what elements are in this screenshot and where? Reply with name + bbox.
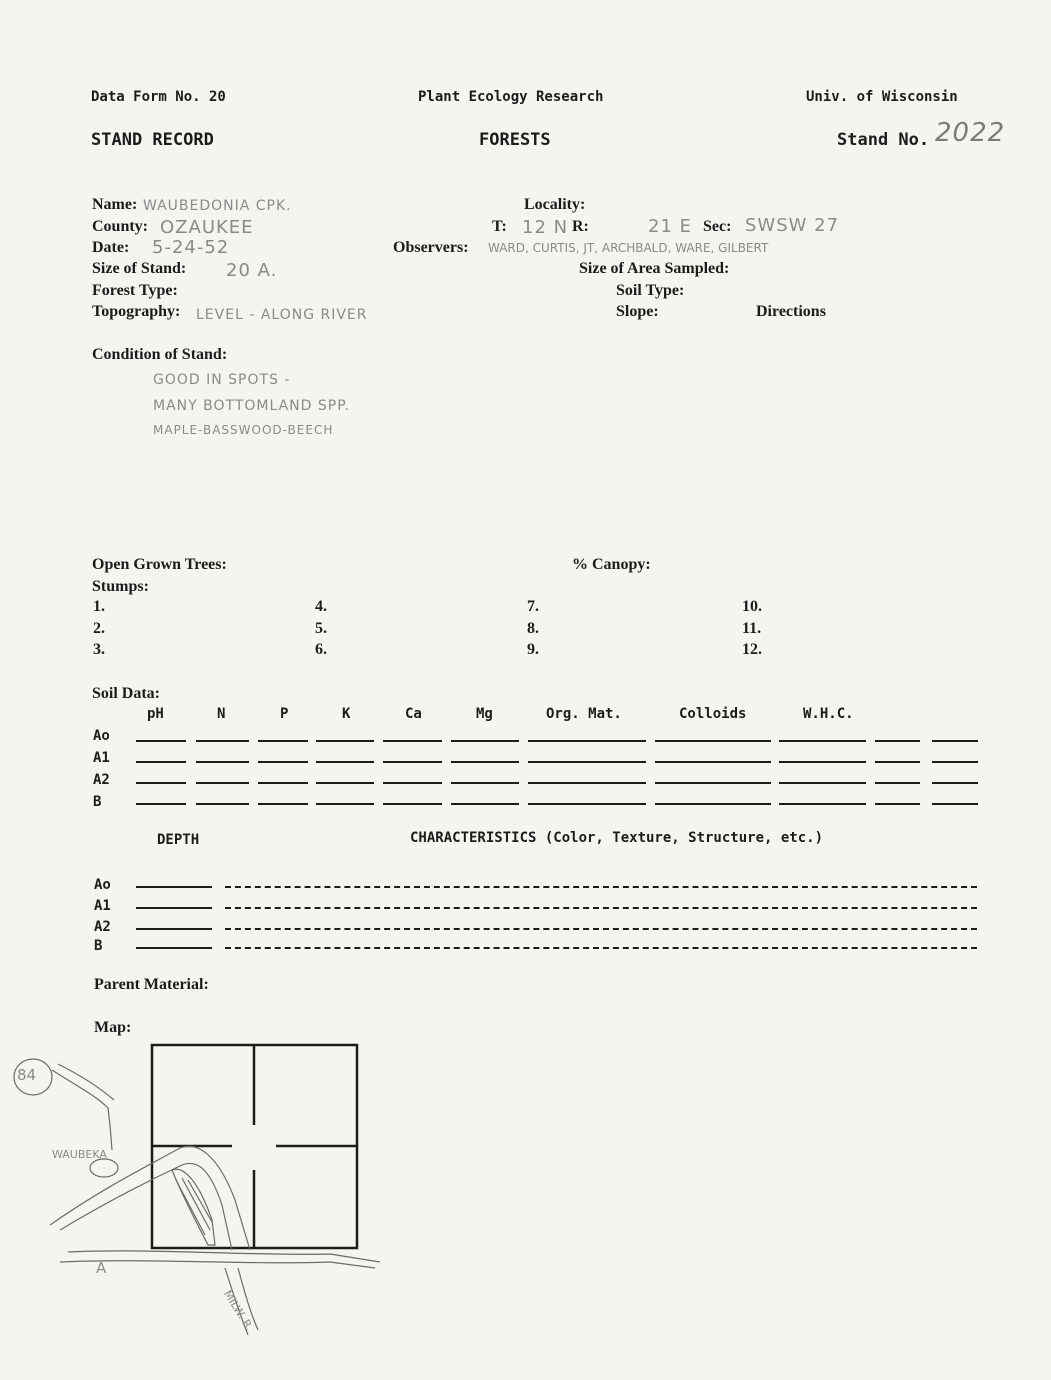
size-label: Size of Stand:	[92, 260, 187, 277]
condition-line: GOOD IN SPOTS -	[153, 372, 291, 388]
soil-type-label: Soil Type:	[616, 282, 685, 299]
depth-row-label: A1	[94, 898, 111, 914]
slope-label: Slope:	[616, 303, 659, 320]
parent-material-label: Parent Material:	[94, 976, 209, 993]
township-label: T:	[492, 218, 507, 235]
depth-row-label: B	[94, 938, 103, 954]
soil-row-label: Ao	[93, 728, 110, 744]
topography-value: LEVEL - ALONG RIVER	[196, 307, 368, 323]
river-label: MILW. R.	[220, 1288, 256, 1334]
county-label: County:	[92, 218, 149, 235]
soil-column-header: P	[280, 706, 289, 722]
date-label: Date:	[92, 239, 130, 256]
soil-column-header: W.H.C.	[803, 706, 854, 722]
size-value: 20 A.	[226, 260, 278, 281]
township-value: 12 N	[522, 217, 569, 238]
county-value: OZAUKEE	[160, 217, 254, 238]
stump-number: 1.	[93, 598, 105, 615]
stump-number: 8.	[527, 620, 539, 637]
town-label: WAUBEKA	[52, 1148, 107, 1161]
soil-column-header: K	[342, 706, 351, 722]
range-label: R:	[572, 218, 589, 235]
department-title: Plant Ecology Research	[418, 89, 604, 105]
soil-row-label: B	[93, 794, 102, 810]
form-number: Data Form No. 20	[91, 89, 226, 105]
section-value: SWSW 27	[745, 215, 840, 236]
soil-column-header: pH	[147, 706, 164, 722]
condition-label: Condition of Stand:	[92, 346, 228, 363]
stand-number-label: Stand No.	[837, 130, 930, 150]
open-grown-trees-label: Open Grown Trees:	[92, 556, 227, 573]
stump-number: 7.	[527, 598, 539, 615]
stump-number: 10.	[742, 598, 762, 615]
depth-row-label: Ao	[94, 877, 111, 893]
name-label: Name:	[92, 196, 138, 213]
observers-value: WARD, CURTIS, JT, ARCHBALD, WARE, GILBERT	[488, 241, 769, 255]
stump-number: 12.	[742, 641, 762, 658]
soil-data-label: Soil Data:	[92, 685, 160, 702]
observers-label: Observers:	[393, 239, 469, 256]
stump-number: 4.	[315, 598, 327, 615]
stump-number: 11.	[742, 620, 762, 637]
stand-number-value: 2022	[935, 118, 1006, 148]
condition-line: MAPLE-BASSWOOD-BEECH	[153, 423, 334, 437]
soil-column-header: Org. Mat.	[546, 706, 622, 722]
range-value: 21 E	[648, 216, 692, 237]
area-sampled-label: Size of Area Sampled:	[579, 260, 730, 277]
soil-column-header: Mg	[476, 706, 493, 722]
characteristics-label: CHARACTERISTICS (Color, Texture, Structure, etc.)	[410, 830, 824, 846]
record-title: STAND RECORD	[91, 130, 214, 150]
soil-column-header: N	[217, 706, 226, 722]
stump-number: 3.	[93, 641, 105, 658]
name-value: WAUBEDONIA CPK.	[143, 198, 292, 214]
stump-number: 5.	[315, 620, 327, 637]
soil-row-label: A2	[93, 772, 110, 788]
soil-column-header: Colloids	[679, 706, 747, 722]
date-value: 5-24-52	[152, 237, 230, 258]
canopy-label: % Canopy:	[572, 556, 651, 573]
soil-row-label: A1	[93, 750, 110, 766]
road-number: 84	[17, 1066, 37, 1084]
topography-label: Topography:	[92, 303, 181, 320]
forest-type-title: FORESTS	[479, 130, 551, 150]
forest-type-label: Forest Type:	[92, 282, 178, 299]
condition-line: MANY BOTTOMLAND SPP.	[153, 398, 350, 414]
stump-number: 9.	[527, 641, 539, 658]
map-label: Map:	[94, 1019, 132, 1036]
depth-label: DEPTH	[157, 832, 200, 848]
stumps-label: Stumps:	[92, 578, 149, 595]
soil-column-header: Ca	[405, 706, 422, 722]
stump-number: 6.	[315, 641, 327, 658]
directions-label: Directions	[756, 303, 826, 320]
depth-row-label: A2	[94, 919, 111, 935]
stump-number: 2.	[93, 620, 105, 637]
map-letter: A	[96, 1259, 108, 1277]
university-name: Univ. of Wisconsin	[806, 89, 958, 105]
section-label: Sec:	[703, 218, 732, 235]
locality-label: Locality:	[524, 196, 586, 213]
